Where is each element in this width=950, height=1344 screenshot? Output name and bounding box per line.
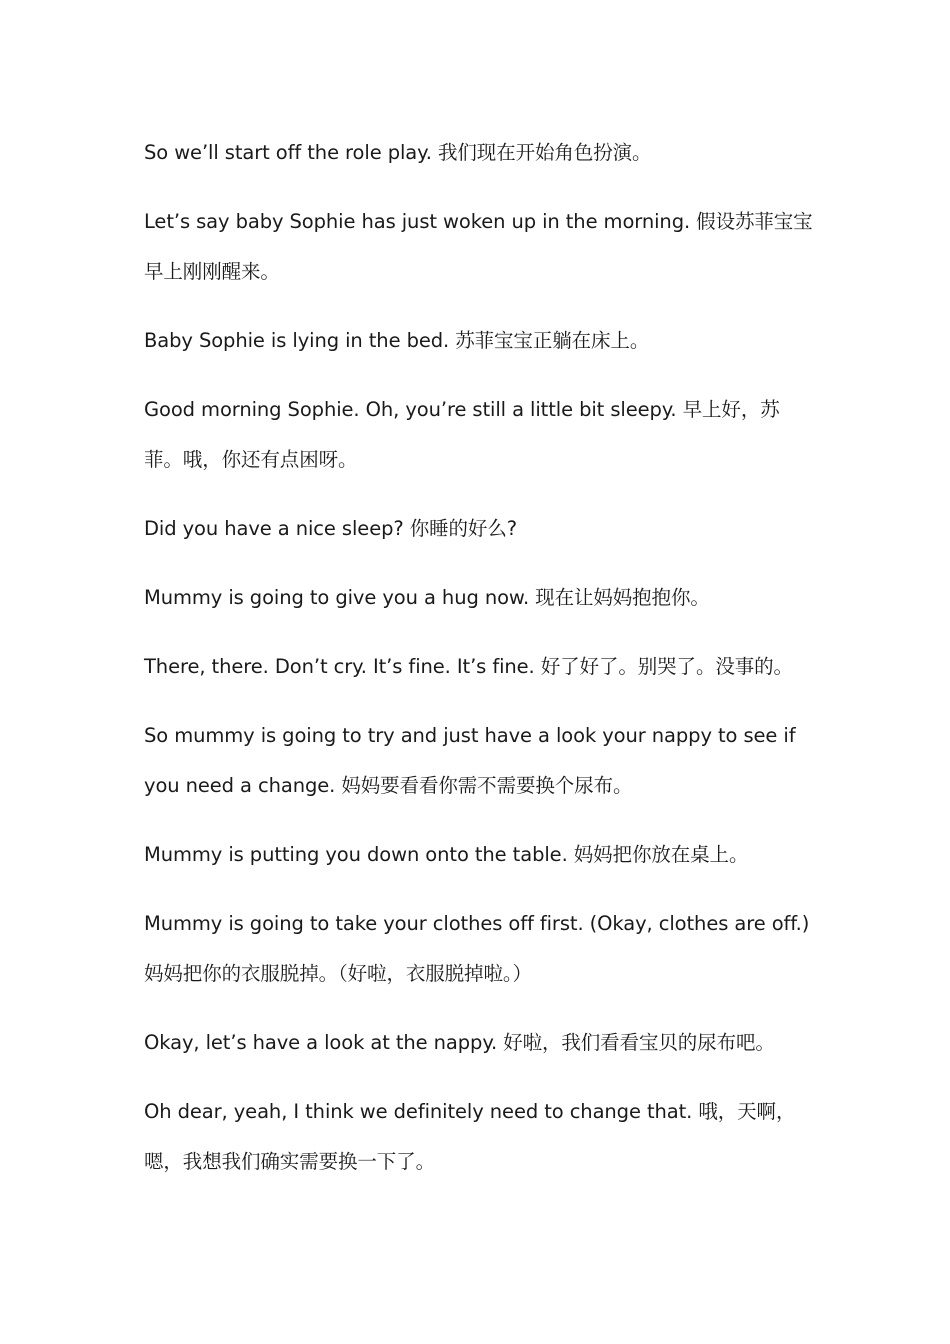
paragraph: So we’ll start off the role play. 我们现在开始角色扮演。 xyxy=(144,141,652,164)
paragraph: So mummy is going to try and just have a look your nappy to see if you need a change. 妈妈要看看你需不需要换个尿布。 xyxy=(144,724,796,797)
paragraph: Mummy is putting you down onto the table. 妈妈把你放在桌上。 xyxy=(144,843,749,866)
paragraph: Did you have a nice sleep? 你睡的好么? xyxy=(144,517,517,540)
document-body xyxy=(144,128,814,1206)
paragraph: Good morning Sophie. Oh, you’re still a little bit sleepy. 早上好，苏菲。哦，你还有点困呀。 xyxy=(144,398,780,471)
paragraph: Mummy is going to give you a hug now. 现在让妈妈抱抱你。 xyxy=(144,586,710,609)
paragraph: Baby Sophie is lying in the bed. 苏菲宝宝正躺在床上。 xyxy=(144,329,650,352)
paragraph: Oh dear, yeah, I think we definitely need to change that. 哦，天啊，嗯，我想我们确实需要换一下了。 xyxy=(144,1100,796,1173)
paragraph: There, there. Don’t cry. It’s fine. It’s fine. 好了好了。别哭了。没事的。 xyxy=(144,655,793,678)
paragraph: Let’s say baby Sophie has just woken up in the morning. 假设苏菲宝宝早上刚刚醒来。 xyxy=(144,210,813,283)
paragraph: Mummy is going to take your clothes off first. (Okay, clothes are off.) 妈妈把你的衣服脱掉。（好啦，衣服脱掉啦。） xyxy=(144,912,810,985)
paragraph: Okay, let’s have a look at the nappy. 好啦，我们看看宝贝的尿布吧。 xyxy=(144,1031,775,1054)
